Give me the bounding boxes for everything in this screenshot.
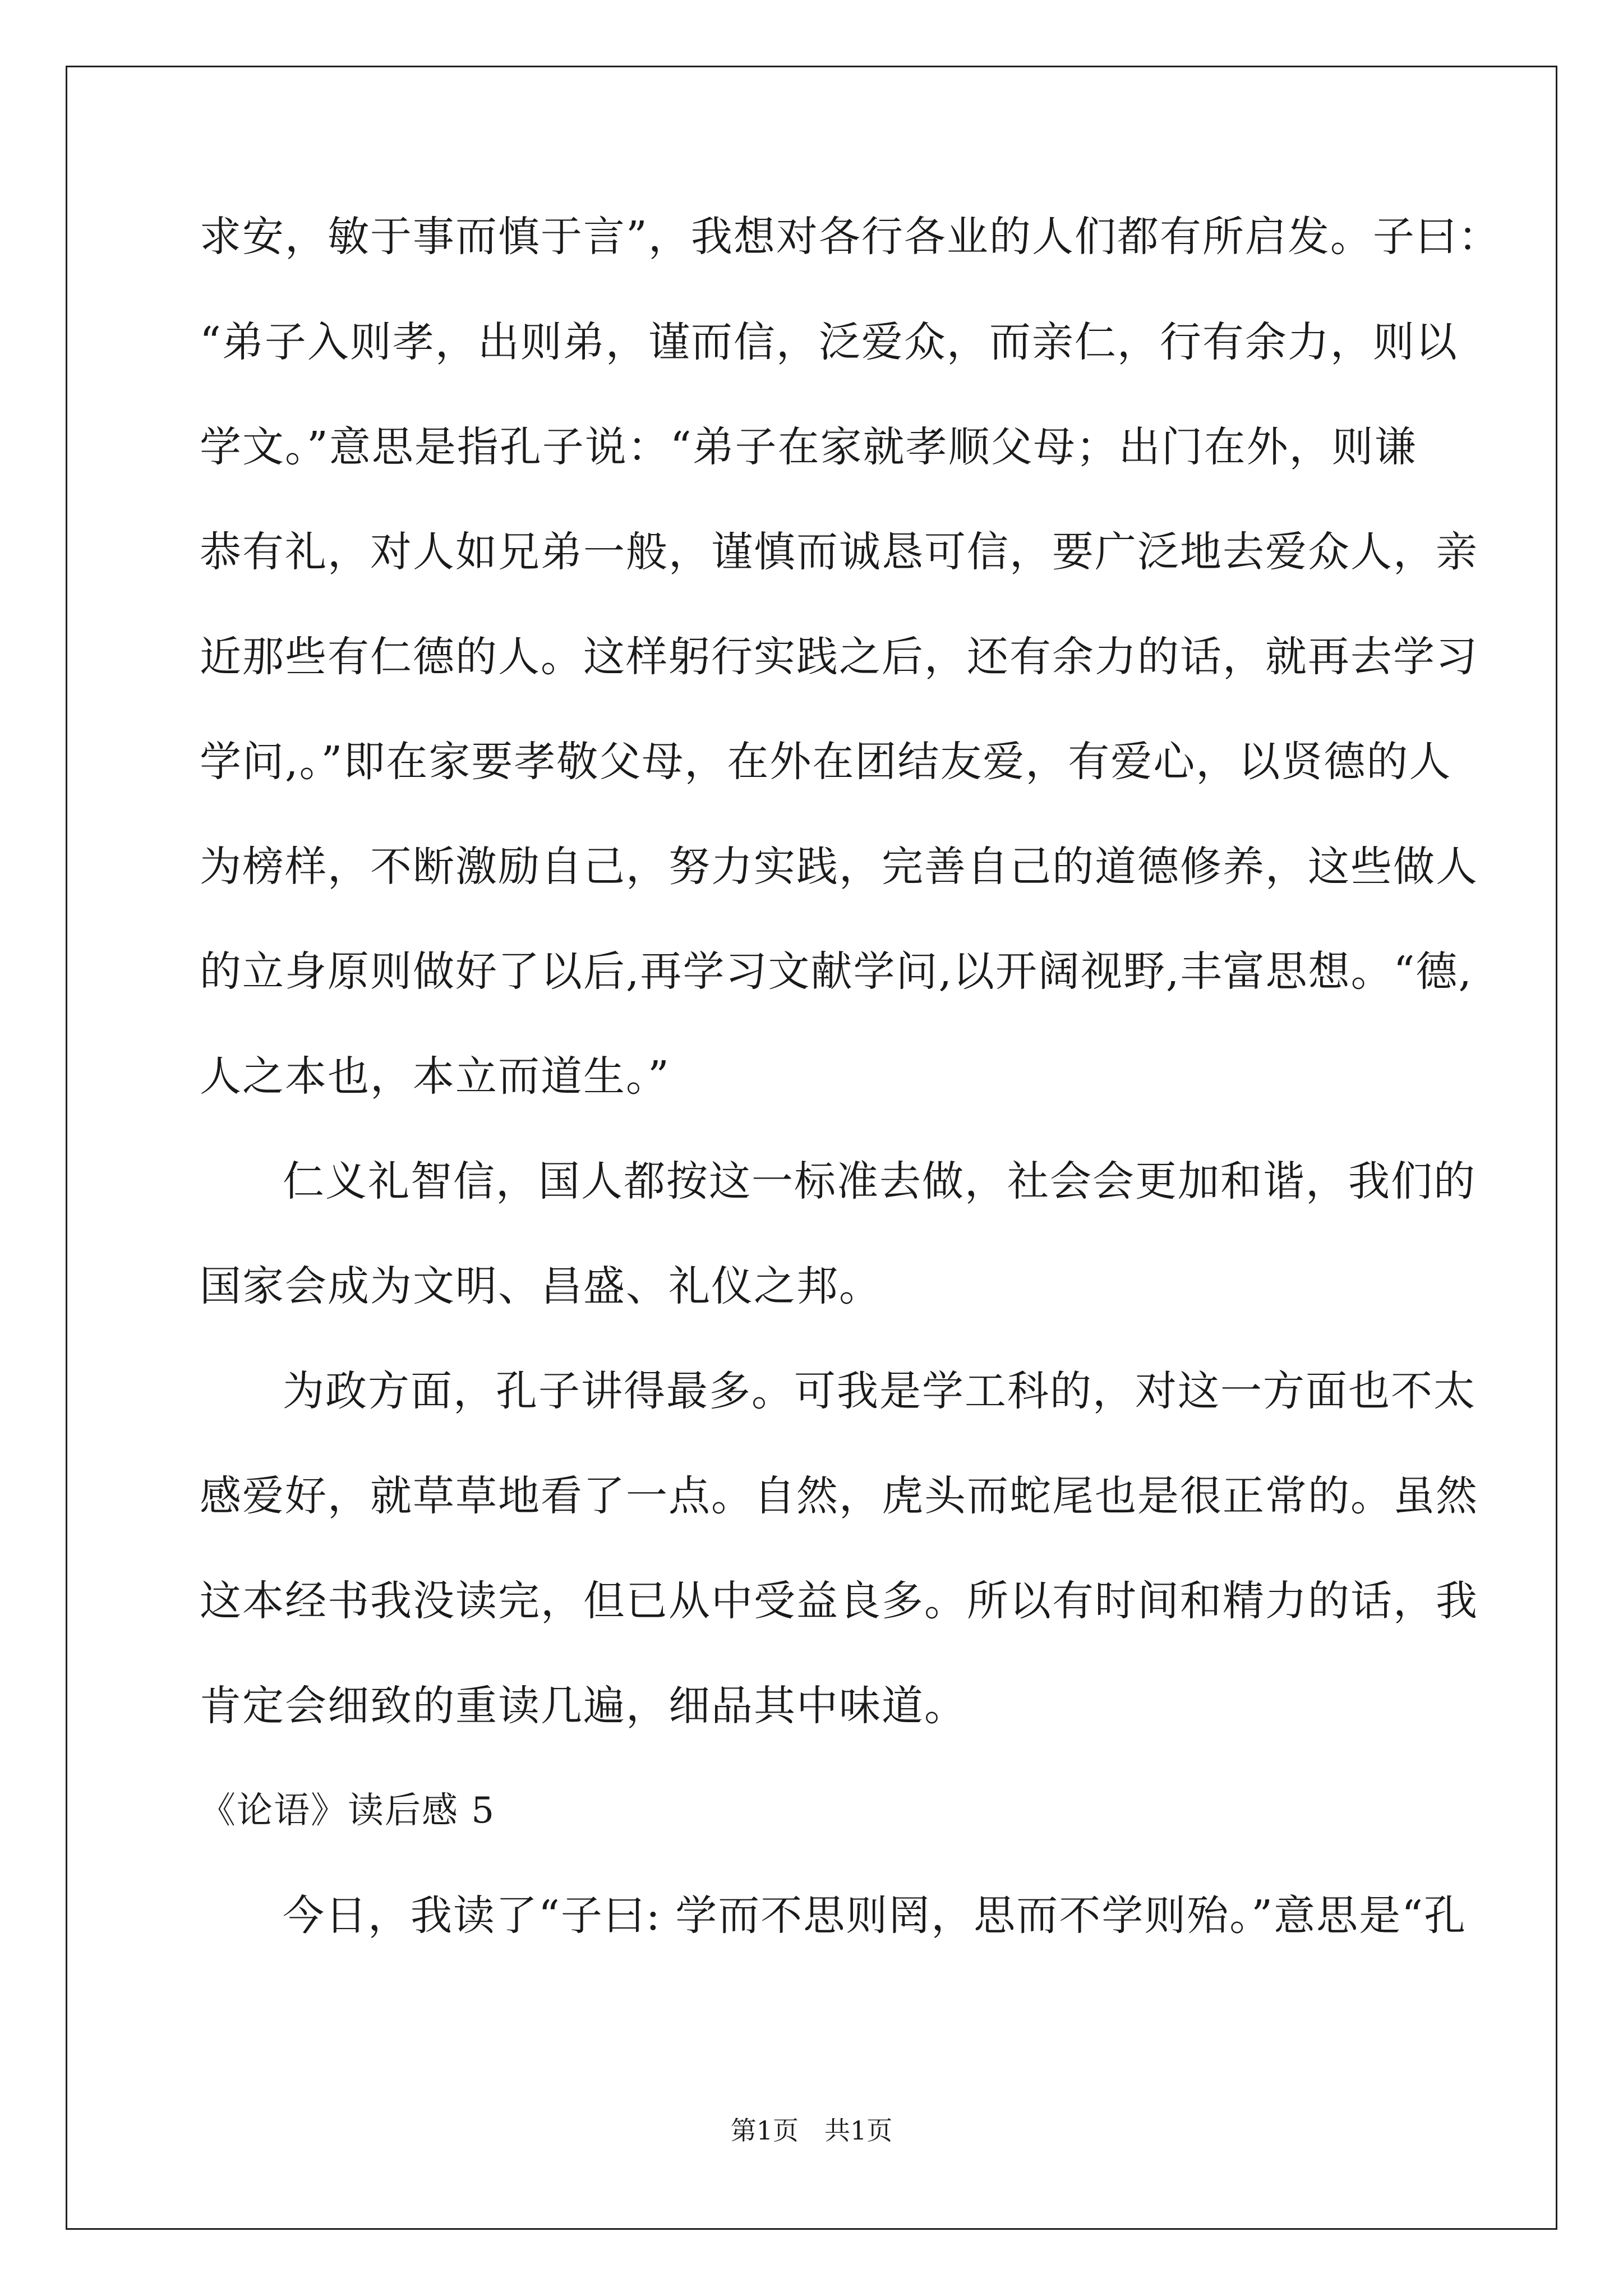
- text-line: 恭有礼，对人如兄弟一般，谨慎而诚恳可信，要广泛地去爱众人，亲: [200, 528, 1478, 576]
- page-footer: 第1页 共1页: [730, 2115, 893, 2146]
- text-line: 人之本也，本立而道生。”: [200, 1052, 670, 1101]
- text-line: “弟子入则孝，出则弟，谨而信，泛爱众，而亲仁，行有余力，则以: [200, 318, 1458, 366]
- paragraph-first-line: 今日，我读了“子曰: 学而不思则罔，思而不学则殆。”意思是“孔: [283, 1892, 1467, 1940]
- text-line: 近那些有仁德的人。这样躬行实践之后，还有余力的话，就再去学习: [200, 633, 1478, 681]
- text-line: 学问,。”即在家要孝敬父母，在外在团结友爱，有爱心，以贤德的人: [200, 738, 1452, 786]
- paragraph-first-line: 仁义礼智信，国人都按这一标准去做，社会会更加和谐，我们的: [283, 1157, 1476, 1205]
- paragraph-first-line: 为政方面，孔子讲得最多。可我是学工科的，对这一方面也不太: [283, 1367, 1476, 1415]
- text-line: 国家会成为文明、昌盛、礼仪之邦。: [200, 1262, 882, 1310]
- section-heading: 《论语》读后感 5: [200, 1790, 496, 1832]
- text-line: 为榜样，不断激励自己，努力实践，完善自己的道德修养，这些做人: [200, 843, 1478, 891]
- text-line: 感爱好，就草草地看了一点。自然，虎头而蛇尾也是很正常的。虽然: [200, 1472, 1478, 1520]
- text-line: 求安，敏于事而慎于言”，我想对各行各业的人们都有所启发。子曰：: [200, 213, 1501, 261]
- text-line: 的立身原则做好了以后,再学习文献学问,以开阔视野,丰富思想。“德,: [200, 947, 1473, 996]
- text-line: 肯定会细致的重读几遍，细品其中味道。: [200, 1682, 967, 1730]
- text-line: 学文。”意思是指孔子说：“弟子在家就孝顺父母；出门在外，则谦: [200, 423, 1417, 471]
- text-line: 这本经书我没读完，但已从中受益良多。所以有时间和精力的话，我: [200, 1577, 1478, 1625]
